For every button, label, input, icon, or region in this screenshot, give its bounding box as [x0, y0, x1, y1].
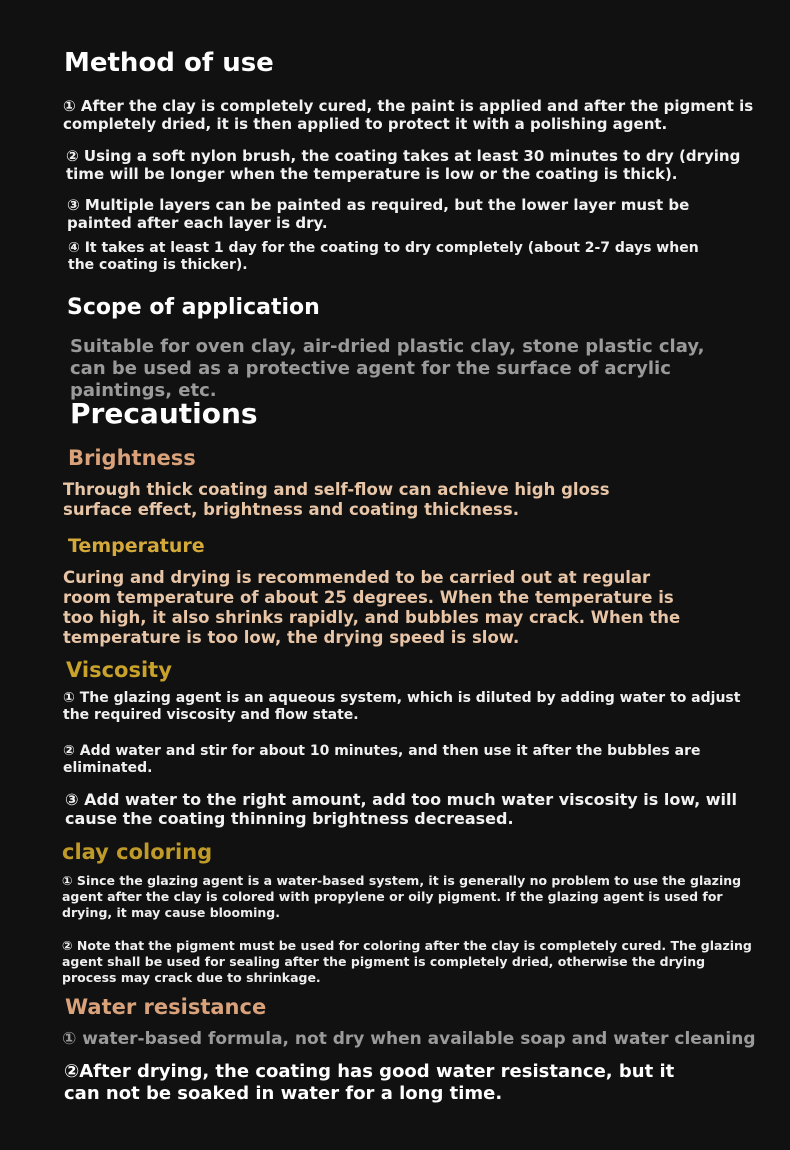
method-item-1: ① After the clay is completely cured, the paint is applied and after the pigment is completely dried, it is then applied to protect it with a polishing agent.: [63, 97, 754, 133]
temperature-title: Temperature: [68, 535, 205, 557]
precautions-title: Precautions: [70, 397, 258, 430]
clay-coloring-item-2: ② Note that the pigment must be used for coloring after the clay is completely cured. The glazing agent shall be used for sealing after the pigment is completely dried, otherwise the drying process may crack due to shrinkage.: [62, 938, 752, 985]
method-title: Method of use: [64, 48, 274, 78]
method-item-4: ④ It takes at least 1 day for the coating to dry completely (about 2-7 days when the coating is thicker).: [68, 240, 699, 273]
method-item-2: ② Using a soft nylon brush, the coating takes at least 30 minutes to dry (drying time will be longer when the temperature is low or the coating is thick).: [66, 147, 741, 183]
water-resistance-item-1: ① water-based formula, not dry when available soap and water cleaning: [62, 1029, 756, 1049]
temperature-text: Curing and drying is recommended to be carried out at regular room temperature of about 25 degrees. When the temperature is too high, it also shrinks rapidly, and bubbles may crack. When the temperature is too low, the drying speed is slow.: [63, 568, 681, 647]
viscosity-item-3: ③ Add water to the right amount, add too much water viscosity is low, will cause the coating thinning brightness decreased.: [65, 790, 737, 828]
brightness-title: Brightness: [68, 446, 196, 470]
water-resistance-title: Water resistance: [65, 995, 267, 1019]
viscosity-title: Viscosity: [66, 658, 172, 682]
viscosity-item-1: ① The glazing agent is an aqueous system, which is diluted by adding water to adjust the required viscosity and flow state.: [63, 690, 741, 723]
scope-text: Suitable for oven clay, air-dried plastic clay, stone plastic clay, can be used as a protective agent for the surface of acrylic paintings, etc.: [70, 336, 705, 401]
scope-title: Scope of application: [67, 295, 320, 320]
clay-coloring-item-1: ① Since the glazing agent is a water-based system, it is generally no problem to use the glazing agent after the clay is colored with propylene or oily pigment. If the glazing agent is used for drying, it may cause blooming.: [62, 873, 742, 920]
clay-coloring-title: clay coloring: [62, 840, 213, 864]
water-resistance-item-2: ②After drying, the coating has good water resistance, but it can not be soaked in water for a long time.: [64, 1061, 675, 1104]
viscosity-item-2: ② Add water and stir for about 10 minutes, and then use it after the bubbles are eliminated.: [63, 743, 701, 776]
brightness-text: Through thick coating and self-flow can achieve high gloss surface effect, brightness and coating thickness.: [63, 480, 610, 519]
method-item-3: ③ Multiple layers can be painted as required, but the lower layer must be painted after each layer is dry.: [67, 196, 690, 232]
